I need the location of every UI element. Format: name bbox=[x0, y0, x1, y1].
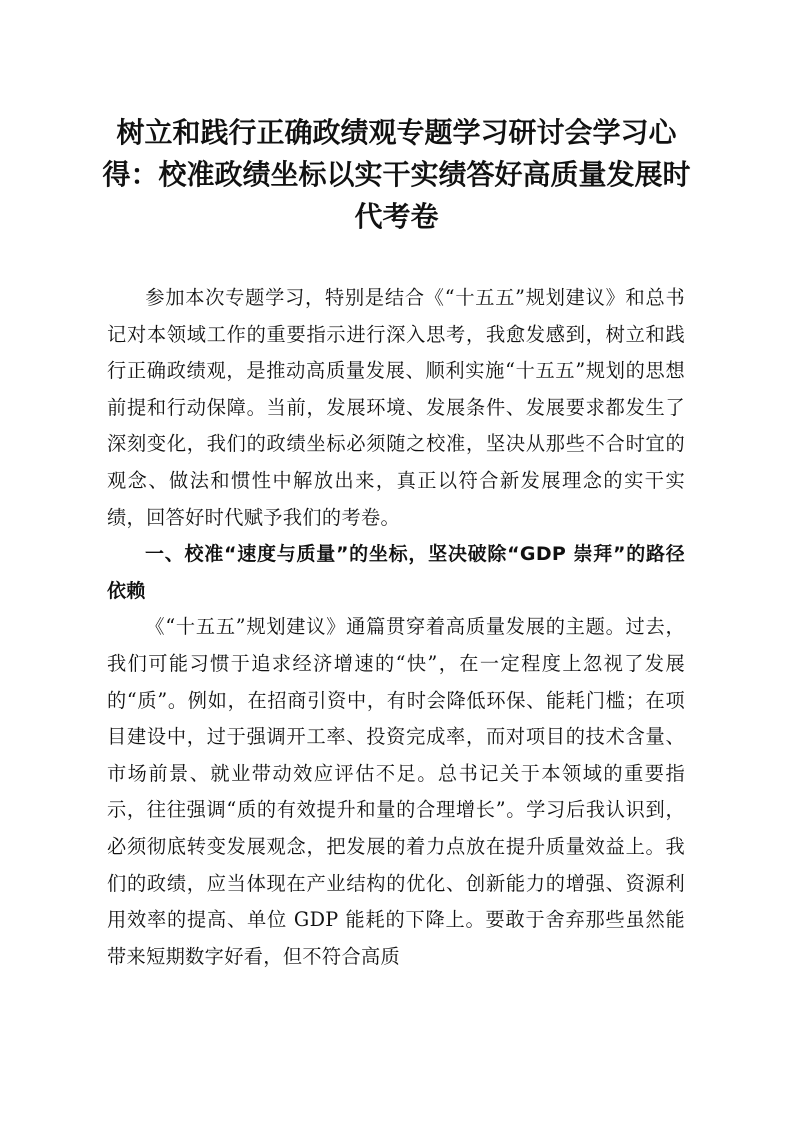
document-title: 树立和践行正确政绩观专题学习研讨会学习心得：校准政绩坐标以实干实绩答好高质量发展时代考卷 bbox=[102, 116, 691, 233]
section-heading-1: 一、校准“速度与质量”的坐标，坚决破除“GDP 崇拜”的路径依赖 bbox=[107, 543, 685, 602]
intro-paragraph: 参加本次专题学习，特别是结合《“十五五”规划建议》和总书记对本领域工作的重要指示进行深入思考，我愈发感到，树立和践行正确政绩观，是推动高质量发展、顺利实施“十五五”规划的思想前提和行动保障。当前，发展环境、发展条件、发展要求都发生了深刻变化，我们的政绩坐标必须随之校准，坚决从那些不合时宜的观念、做法和惯性中解放出来，真正以符合新发展理念的实干实绩，回答好时代赋予我们的考卷。 bbox=[107, 286, 685, 529]
section-1-paragraph: 《“十五五”规划建议》通篇贯穿着高质量发展的主题。过去，我们可能习惯于追求经济增速的“快”，在一定程度上忽视了发展的“质”。例如，在招商引资中，有时会降低环保、能耗门槛；在项目建设中，过于强调开工率、投资完成率，而对项目的技术含量、市场前景、就业带动效应评估不足。总书记关于本领域的重要指示，往往强调“质的有效提升和量的合理增长”。学习后我认识到，必须彻底转变发展观念，把发展的着力点放在提升质量效益上。我们的政绩，应当体现在产业结构的优化、创新能力的增强、资源利用效率的提高、单位 GDP 能耗的下降上。要敢于舍弃那些虽然能带来短期数字好看，但不符合高质 bbox=[107, 615, 685, 968]
document-body bbox=[107, 280, 685, 975]
